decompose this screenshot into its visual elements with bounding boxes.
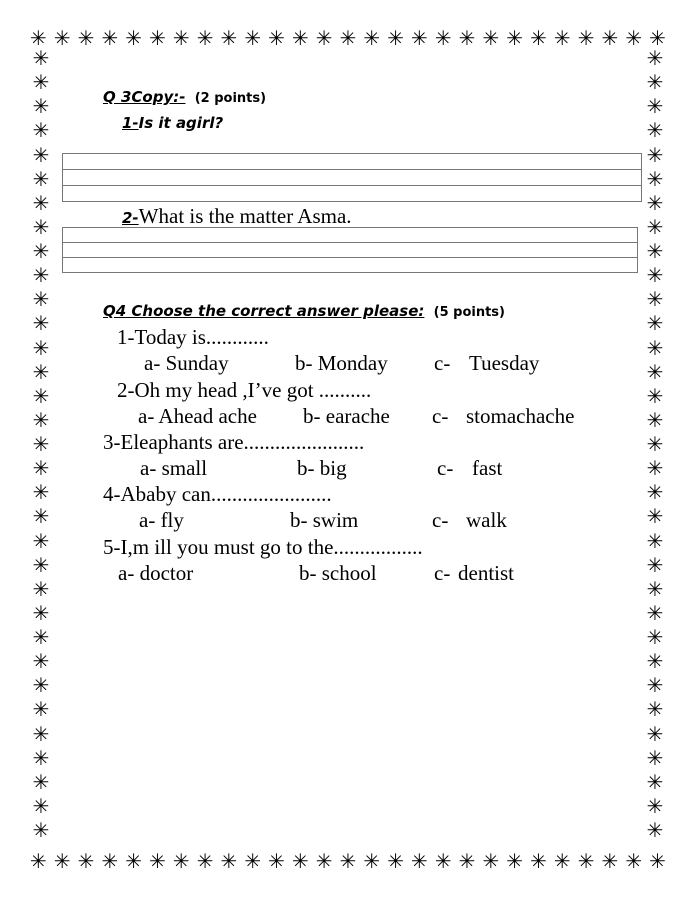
q4-q4-option-c-label: c- bbox=[432, 508, 449, 532]
border-star-icon: ✳ bbox=[32, 94, 50, 119]
border-star-icon: ✳ bbox=[646, 214, 664, 239]
border-star-icon: ✳ bbox=[646, 625, 664, 649]
border-star-icon: ✳ bbox=[32, 239, 50, 263]
border-star-icon: ✳ bbox=[172, 26, 190, 50]
border-star-icon: ✳ bbox=[32, 166, 50, 191]
border-star-icon: ✳ bbox=[32, 504, 50, 529]
border-star-icon: ✳ bbox=[220, 849, 238, 873]
border-star-icon: ✳ bbox=[646, 552, 664, 577]
border-star-icon: ✳ bbox=[77, 26, 95, 50]
border-star-icon: ✳ bbox=[32, 142, 50, 167]
border-star-icon: ✳ bbox=[101, 849, 119, 873]
border-star-icon: ✳ bbox=[291, 26, 309, 50]
q3-item-2-text: What is the matter Asma. bbox=[138, 204, 352, 228]
border-star-icon: ✳ bbox=[646, 432, 664, 456]
border-star-icon: ✳ bbox=[32, 793, 50, 818]
border-star-icon: ✳ bbox=[32, 528, 50, 553]
border-star-icon: ✳ bbox=[268, 849, 285, 873]
q3-heading-row bbox=[103, 88, 266, 106]
border-star-icon: ✳ bbox=[601, 849, 619, 873]
border-star-icon: ✳ bbox=[646, 46, 664, 70]
border-star-icon: ✳ bbox=[77, 849, 95, 873]
border-star-icon: ✳ bbox=[646, 359, 664, 384]
border-star-icon: ✳ bbox=[482, 26, 500, 50]
border-star-icon: ✳ bbox=[646, 335, 664, 360]
border-star-icon: ✳ bbox=[32, 214, 50, 239]
border-star-icon: ✳ bbox=[411, 26, 428, 50]
top-border bbox=[30, 27, 666, 49]
border-star-icon: ✳ bbox=[32, 697, 50, 722]
border-star-icon: ✳ bbox=[149, 26, 166, 50]
border-star-icon: ✳ bbox=[530, 849, 547, 873]
q3-item-1-number: 1- bbox=[122, 114, 139, 132]
border-star-icon: ✳ bbox=[32, 721, 50, 746]
q4-q1-option-b: b- Monday bbox=[295, 351, 388, 375]
border-star-icon: ✳ bbox=[482, 849, 500, 873]
q4-q4-option-c: walk bbox=[466, 508, 507, 532]
border-star-icon: ✳ bbox=[646, 456, 664, 481]
border-star-icon: ✳ bbox=[32, 745, 50, 770]
border-star-icon: ✳ bbox=[646, 769, 664, 794]
border-star-icon: ✳ bbox=[646, 239, 664, 263]
q4-q4-option-a: a- fly bbox=[139, 508, 184, 532]
q4-question-2: 2-Oh my head ,I’ve got .......... bbox=[117, 378, 372, 402]
q4-points: (5 points) bbox=[433, 305, 505, 320]
border-star-icon: ✳ bbox=[646, 528, 664, 553]
border-star-icon: ✳ bbox=[32, 407, 50, 432]
border-star-icon: ✳ bbox=[32, 359, 50, 384]
writing-line bbox=[63, 154, 641, 170]
border-star-icon: ✳ bbox=[363, 26, 381, 50]
border-star-icon: ✳ bbox=[32, 118, 50, 143]
border-star-icon: ✳ bbox=[268, 26, 285, 50]
q4-q1-option-a: a- Sunday bbox=[144, 351, 229, 375]
border-star-icon: ✳ bbox=[434, 849, 452, 873]
border-star-icon: ✳ bbox=[32, 576, 50, 601]
border-star-icon: ✳ bbox=[646, 721, 664, 746]
border-star-icon: ✳ bbox=[32, 311, 50, 336]
border-star-icon: ✳ bbox=[646, 166, 664, 191]
border-star-icon: ✳ bbox=[625, 849, 643, 873]
border-star-icon: ✳ bbox=[646, 118, 664, 143]
writing-line bbox=[63, 186, 641, 201]
border-star-icon: ✳ bbox=[32, 383, 50, 408]
q4-q3-option-b: b- big bbox=[297, 456, 347, 480]
border-star-icon: ✳ bbox=[315, 26, 333, 50]
q4-question-1: 1-Today is............ bbox=[117, 325, 269, 349]
border-star-icon: ✳ bbox=[30, 849, 47, 873]
border-star-icon: ✳ bbox=[646, 407, 664, 432]
border-star-icon: ✳ bbox=[339, 26, 357, 50]
border-star-icon: ✳ bbox=[32, 480, 50, 505]
border-star-icon: ✳ bbox=[32, 190, 50, 215]
border-star-icon: ✳ bbox=[646, 576, 664, 601]
border-star-icon: ✳ bbox=[411, 849, 428, 873]
border-star-icon: ✳ bbox=[646, 697, 664, 722]
border-star-icon: ✳ bbox=[339, 849, 357, 873]
q4-q1-option-c-label: c- bbox=[434, 351, 451, 375]
border-star-icon: ✳ bbox=[458, 26, 476, 50]
border-star-icon: ✳ bbox=[125, 26, 143, 50]
border-star-icon: ✳ bbox=[649, 849, 666, 873]
border-star-icon: ✳ bbox=[387, 849, 404, 873]
q3-item-1 bbox=[122, 114, 223, 132]
border-star-icon: ✳ bbox=[530, 26, 547, 50]
border-star-icon: ✳ bbox=[32, 263, 50, 288]
border-star-icon: ✳ bbox=[646, 793, 664, 818]
q4-question-3: 3-Eleaphants are....................... bbox=[103, 430, 365, 454]
border-star-icon: ✳ bbox=[172, 849, 190, 873]
border-star-icon: ✳ bbox=[506, 26, 524, 50]
border-star-icon: ✳ bbox=[434, 26, 452, 50]
border-star-icon: ✳ bbox=[646, 504, 664, 529]
border-star-icon: ✳ bbox=[32, 70, 50, 95]
border-star-icon: ✳ bbox=[553, 26, 571, 50]
border-star-icon: ✳ bbox=[32, 552, 50, 577]
q3-points: (2 points) bbox=[194, 91, 267, 106]
q4-question-4: 4-Ababy can....................... bbox=[103, 482, 332, 506]
q4-q5-option-c-label: c- bbox=[434, 561, 451, 585]
border-star-icon: ✳ bbox=[506, 849, 524, 873]
q4-q2-option-a: a- Ahead ache bbox=[138, 404, 257, 428]
q4-q2-option-c-label: c- bbox=[432, 404, 449, 428]
q4-heading: Q4 Choose the correct answer please: bbox=[103, 302, 425, 320]
border-star-icon: ✳ bbox=[646, 480, 664, 505]
q3-writing-lines-1 bbox=[62, 153, 642, 202]
border-star-icon: ✳ bbox=[32, 769, 50, 794]
writing-line bbox=[63, 170, 641, 186]
q4-q5-option-b: b- school bbox=[299, 561, 377, 585]
q3-item-1-text: Is it agirl? bbox=[138, 114, 224, 132]
q4-q3-option-a: a- small bbox=[140, 456, 208, 480]
border-star-icon: ✳ bbox=[32, 818, 50, 842]
border-star-icon: ✳ bbox=[315, 849, 333, 873]
writing-line bbox=[63, 258, 637, 272]
border-star-icon: ✳ bbox=[32, 46, 50, 70]
q4-q5-option-c: dentist bbox=[458, 561, 514, 585]
border-star-icon: ✳ bbox=[649, 26, 666, 50]
border-star-icon: ✳ bbox=[53, 26, 71, 50]
border-star-icon: ✳ bbox=[646, 190, 664, 215]
border-star-icon: ✳ bbox=[646, 818, 664, 842]
border-star-icon: ✳ bbox=[577, 26, 595, 50]
writing-line bbox=[63, 243, 637, 258]
border-star-icon: ✳ bbox=[32, 432, 50, 456]
q4-q2-option-b: b- earache bbox=[303, 404, 390, 428]
border-star-icon: ✳ bbox=[32, 287, 50, 312]
border-star-icon: ✳ bbox=[577, 849, 595, 873]
border-star-icon: ✳ bbox=[101, 26, 119, 50]
border-star-icon: ✳ bbox=[32, 673, 50, 698]
border-star-icon: ✳ bbox=[646, 263, 664, 288]
border-star-icon: ✳ bbox=[646, 311, 664, 336]
q3-item-2 bbox=[122, 204, 352, 229]
border-star-icon: ✳ bbox=[646, 70, 664, 95]
border-star-icon: ✳ bbox=[32, 625, 50, 649]
q3-item-2-number: 2- bbox=[122, 209, 139, 227]
border-star-icon: ✳ bbox=[646, 142, 664, 167]
border-star-icon: ✳ bbox=[646, 287, 664, 312]
border-star-icon: ✳ bbox=[601, 26, 619, 50]
q4-q3-option-c: fast bbox=[472, 456, 503, 480]
border-star-icon: ✳ bbox=[625, 26, 643, 50]
border-star-icon: ✳ bbox=[646, 94, 664, 119]
border-star-icon: ✳ bbox=[646, 649, 664, 674]
border-star-icon: ✳ bbox=[244, 26, 262, 50]
border-star-icon: ✳ bbox=[387, 26, 404, 50]
q4-q2-option-c: stomachache bbox=[466, 404, 575, 428]
q4-q5-option-a: a- doctor bbox=[118, 561, 194, 585]
right-border bbox=[644, 48, 666, 840]
q4-q1-option-c: Tuesday bbox=[469, 351, 540, 375]
border-star-icon: ✳ bbox=[30, 26, 47, 50]
border-star-icon: ✳ bbox=[646, 673, 664, 698]
writing-line bbox=[63, 228, 637, 243]
border-star-icon: ✳ bbox=[553, 849, 571, 873]
border-star-icon: ✳ bbox=[196, 26, 214, 50]
q4-q3-option-c-label: c- bbox=[437, 456, 454, 480]
border-star-icon: ✳ bbox=[363, 849, 381, 873]
border-star-icon: ✳ bbox=[32, 600, 50, 625]
border-star-icon: ✳ bbox=[53, 849, 71, 873]
border-star-icon: ✳ bbox=[291, 849, 309, 873]
q3-heading: Q 3Copy:- bbox=[103, 88, 186, 106]
border-star-icon: ✳ bbox=[125, 849, 143, 873]
border-star-icon: ✳ bbox=[458, 849, 476, 873]
border-star-icon: ✳ bbox=[646, 600, 664, 625]
border-star-icon: ✳ bbox=[32, 335, 50, 360]
border-star-icon: ✳ bbox=[220, 26, 238, 50]
q4-heading-row bbox=[103, 302, 505, 320]
border-star-icon: ✳ bbox=[646, 745, 664, 770]
border-star-icon: ✳ bbox=[32, 649, 50, 674]
q4-q4-option-b: b- swim bbox=[290, 508, 359, 532]
border-star-icon: ✳ bbox=[32, 456, 50, 481]
border-star-icon: ✳ bbox=[646, 383, 664, 408]
border-star-icon: ✳ bbox=[149, 849, 166, 873]
q4-question-5: 5-I,m ill you must go to the................. bbox=[103, 535, 423, 559]
left-border bbox=[30, 48, 52, 840]
bottom-border bbox=[30, 850, 666, 872]
border-star-icon: ✳ bbox=[196, 849, 214, 873]
border-star-icon: ✳ bbox=[244, 849, 262, 873]
q3-writing-lines-2 bbox=[62, 227, 638, 273]
